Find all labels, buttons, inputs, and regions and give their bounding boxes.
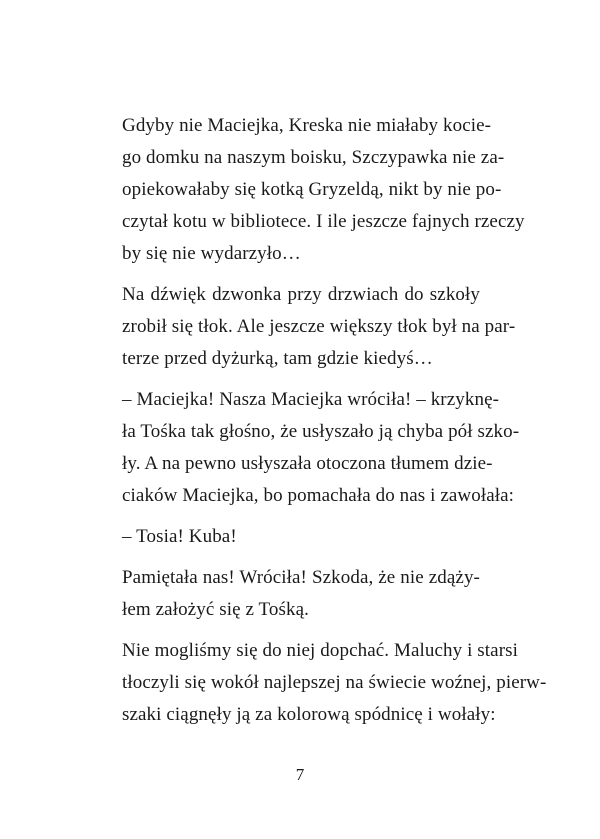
text-line: Nie mogliśmy się do niej dopchać. Maluchy i starsi [122, 640, 519, 661]
text-line: zrobił się tłok. Ale jeszcze większy tłok był na par- [122, 316, 516, 337]
paragraph-1 [122, 110, 525, 270]
paragraph-6 [122, 635, 547, 731]
page-number: 7 [295, 765, 305, 784]
text-line: – Tosia! Kuba! [122, 526, 237, 547]
text-line: go domku na naszym boisku, Szczypawka nie za- [122, 147, 505, 168]
text-line: ciaków Maciejka, bo pomachała do nas i zawołała: [122, 485, 515, 506]
text-line: czytał kotu w bibliotece. I ile jeszcze fajnych rzeczy [122, 211, 525, 232]
text-line: by się nie wydarzyło… [122, 243, 301, 264]
text-line: – Maciejka! Nasza Maciejka wróciła! – krzyknę- [122, 389, 500, 410]
text-line: szaki ciągnęły ją za kolorową spódnicę i wołały: [122, 704, 496, 725]
text-line: ła Tośka tak głośno, że usłyszało ją chyba pół szko- [122, 421, 520, 442]
text-line: ły. A na pewno usłyszała otoczona tłumem dzie- [122, 453, 493, 474]
paragraph-4 [122, 521, 480, 553]
text-line: Gdyby nie Maciejka, Kreska nie miałaby kocie- [122, 115, 492, 136]
text-line: opiekowałaby się kotką Gryzeldą, nikt by nie po- [122, 179, 502, 200]
text-line: Na dźwięk dzwonka przy drzwiach do szkoły [122, 284, 480, 305]
body-text [122, 110, 547, 731]
paragraph-5 [122, 562, 480, 626]
text-line: terze przed dyżurką, tam gdzie kiedyś… [122, 348, 433, 369]
paragraph-3 [122, 384, 520, 512]
text-line: Pamiętała nas! Wróciła! Szkoda, że nie zdąży- [122, 567, 480, 588]
text-line: tłoczyli się wokół najlepszej na świecie woźnej, pierw- [122, 672, 547, 693]
paragraph-2 [122, 279, 516, 375]
text-line: łem założyć się z Tośką. [122, 599, 309, 620]
